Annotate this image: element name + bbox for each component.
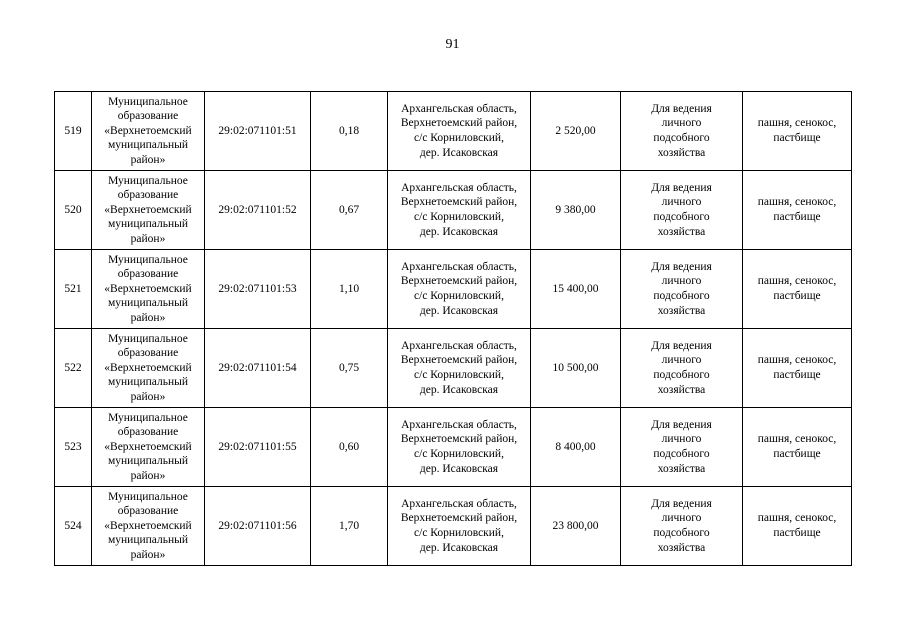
owner-line: «Верхнетоемский	[104, 124, 192, 137]
permitted-use-line: личного	[661, 196, 702, 209]
address-cell	[388, 329, 531, 408]
address-line: Верхнетоемский район,	[400, 196, 518, 209]
permitted-use-line: хозяйства	[657, 304, 706, 317]
owner-cell	[92, 250, 205, 329]
owner-line: район»	[130, 311, 166, 324]
cadastral-number-cell: 29:02:071101:53	[205, 250, 311, 329]
land-use-line: пастбище	[773, 527, 821, 539]
owner-line: образование	[117, 268, 179, 281]
area-cell: 0,75	[311, 329, 388, 408]
cadastral-number-cell: 29:02:071101:52	[205, 171, 311, 250]
owner-line: Муниципальное	[108, 174, 188, 187]
owner-line: Муниципальное	[108, 95, 188, 108]
owner-line: образование	[117, 110, 179, 123]
permitted-use-line: личного	[661, 275, 702, 288]
table-body	[55, 92, 852, 566]
address-line: с/с Корниловский,	[414, 132, 504, 144]
address-cell	[388, 487, 531, 566]
owner-line: муниципальный	[107, 455, 189, 468]
table-row	[55, 171, 852, 250]
land-use-line: пастбище	[773, 211, 821, 223]
permitted-use-line: Для ведения	[651, 497, 712, 510]
permitted-use-cell	[621, 329, 743, 408]
land-use-cell	[743, 329, 852, 408]
permitted-use-cell	[621, 92, 743, 171]
permitted-use-line: подсобного	[653, 527, 710, 539]
cadastral-number-cell: 29:02:071101:54	[205, 329, 311, 408]
land-use-line: пастбище	[773, 132, 821, 144]
permitted-use-line: Для ведения	[651, 339, 712, 352]
permitted-use-line: подсобного	[653, 369, 710, 381]
owner-line: муниципальный	[107, 376, 189, 389]
row-number-cell: 522	[55, 329, 92, 408]
owner-line: район»	[130, 469, 166, 482]
area-cell: 1,10	[311, 250, 388, 329]
cadastral-value-cell: 2 520,00	[531, 92, 621, 171]
permitted-use-line: подсобного	[653, 290, 710, 302]
address-line: дер. Исаковская	[419, 304, 499, 317]
permitted-use-line: хозяйства	[657, 541, 706, 554]
row-number-cell: 524	[55, 487, 92, 566]
land-use-cell	[743, 92, 852, 171]
table-row	[55, 250, 852, 329]
row-number-cell: 519	[55, 92, 92, 171]
address-line: Архангельская область,	[401, 181, 517, 194]
land-use-cell	[743, 250, 852, 329]
owner-line: «Верхнетоемский	[104, 361, 192, 374]
owner-line: образование	[117, 505, 179, 518]
land-use-line: пашня, сенокос,	[757, 433, 837, 446]
address-line: с/с Корниловский,	[414, 448, 504, 460]
owner-cell	[92, 487, 205, 566]
permitted-use-line: хозяйства	[657, 383, 706, 396]
address-line: дер. Исаковская	[419, 383, 499, 396]
land-use-line: пашня, сенокос,	[757, 196, 837, 209]
owner-line: муниципальный	[107, 139, 189, 152]
owner-line: район»	[130, 548, 166, 561]
address-line: Верхнетоемский район,	[400, 117, 518, 130]
area-cell: 1,70	[311, 487, 388, 566]
cadastral-value-cell: 9 380,00	[531, 171, 621, 250]
page-number: 91	[445, 37, 460, 52]
address-line: Архангельская область,	[401, 339, 517, 352]
address-line: Верхнетоемский район,	[400, 354, 518, 367]
address-line: Архангельская область,	[401, 418, 517, 431]
cadastral-value-cell: 23 800,00	[531, 487, 621, 566]
permitted-use-cell	[621, 171, 743, 250]
owner-line: образование	[117, 426, 179, 439]
address-line: с/с Корниловский,	[414, 211, 504, 223]
cadastral-number-cell: 29:02:071101:56	[205, 487, 311, 566]
permitted-use-line: Для ведения	[651, 418, 712, 431]
owner-cell	[92, 329, 205, 408]
permitted-use-line: личного	[661, 354, 702, 367]
land-use-line: пастбище	[773, 369, 821, 381]
owner-cell	[92, 92, 205, 171]
address-cell	[388, 250, 531, 329]
owner-line: муниципальный	[107, 218, 189, 231]
address-line: Верхнетоемский район,	[400, 275, 518, 288]
land-use-line: пашня, сенокос,	[757, 275, 837, 288]
permitted-use-line: Для ведения	[651, 102, 712, 115]
permitted-use-cell	[621, 487, 743, 566]
owner-line: Муниципальное	[108, 490, 188, 503]
permitted-use-cell	[621, 408, 743, 487]
land-plots-table	[54, 91, 852, 566]
owner-line: муниципальный	[107, 534, 189, 547]
land-use-line: пашня, сенокос,	[757, 512, 837, 525]
land-use-line: пастбище	[773, 290, 821, 302]
row-number-cell: 523	[55, 408, 92, 487]
row-number-cell: 520	[55, 171, 92, 250]
address-line: дер. Исаковская	[419, 462, 499, 475]
owner-line: «Верхнетоемский	[104, 282, 192, 295]
table-row	[55, 408, 852, 487]
address-line: с/с Корниловский,	[414, 369, 504, 381]
area-cell: 0,60	[311, 408, 388, 487]
address-line: дер. Исаковская	[419, 146, 499, 159]
address-line: Архангельская область,	[401, 497, 517, 510]
owner-line: район»	[130, 232, 166, 245]
permitted-use-line: личного	[661, 433, 702, 446]
permitted-use-line: подсобного	[653, 211, 710, 223]
cadastral-number-cell: 29:02:071101:51	[205, 92, 311, 171]
area-cell: 0,18	[311, 92, 388, 171]
owner-line: образование	[117, 189, 179, 202]
owner-line: Муниципальное	[108, 253, 188, 266]
permitted-use-line: личного	[661, 117, 702, 130]
permitted-use-line: Для ведения	[651, 260, 712, 273]
address-line: дер. Исаковская	[419, 541, 499, 554]
owner-line: район»	[130, 153, 166, 166]
permitted-use-line: личного	[661, 512, 702, 525]
permitted-use-cell	[621, 250, 743, 329]
owner-line: Муниципальное	[108, 332, 188, 345]
cadastral-value-cell: 15 400,00	[531, 250, 621, 329]
land-use-cell	[743, 487, 852, 566]
address-cell	[388, 92, 531, 171]
owner-cell	[92, 171, 205, 250]
row-number-cell: 521	[55, 250, 92, 329]
cadastral-number-cell: 29:02:071101:55	[205, 408, 311, 487]
address-line: Верхнетоемский район,	[400, 512, 518, 525]
land-use-line: пашня, сенокос,	[757, 354, 837, 367]
owner-line: район»	[130, 390, 166, 403]
permitted-use-line: хозяйства	[657, 146, 706, 159]
permitted-use-line: хозяйства	[657, 225, 706, 238]
address-line: Архангельская область,	[401, 260, 517, 273]
land-use-line: пастбище	[773, 448, 821, 460]
permitted-use-line: подсобного	[653, 132, 710, 144]
cadastral-value-cell: 10 500,00	[531, 329, 621, 408]
permitted-use-line: подсобного	[653, 448, 710, 460]
owner-line: Муниципальное	[108, 411, 188, 424]
owner-line: образование	[117, 347, 179, 360]
owner-line: «Верхнетоемский	[104, 203, 192, 216]
address-line: с/с Корниловский,	[414, 527, 504, 539]
area-cell: 0,67	[311, 171, 388, 250]
address-line: Верхнетоемский район,	[400, 433, 518, 446]
land-use-cell	[743, 408, 852, 487]
address-cell	[388, 171, 531, 250]
address-cell	[388, 408, 531, 487]
permitted-use-line: Для ведения	[651, 181, 712, 194]
table-row	[55, 487, 852, 566]
cadastral-value-cell: 8 400,00	[531, 408, 621, 487]
address-line: дер. Исаковская	[419, 225, 499, 238]
table-row	[55, 329, 852, 408]
owner-line: «Верхнетоемский	[104, 519, 192, 532]
address-line: Архангельская область,	[401, 102, 517, 115]
land-use-cell	[743, 171, 852, 250]
address-line: с/с Корниловский,	[414, 290, 504, 302]
owner-line: «Верхнетоемский	[104, 440, 192, 453]
land-use-line: пашня, сенокос,	[757, 117, 837, 130]
table-row	[55, 92, 852, 171]
owner-line: муниципальный	[107, 297, 189, 310]
permitted-use-line: хозяйства	[657, 462, 706, 475]
owner-cell	[92, 408, 205, 487]
